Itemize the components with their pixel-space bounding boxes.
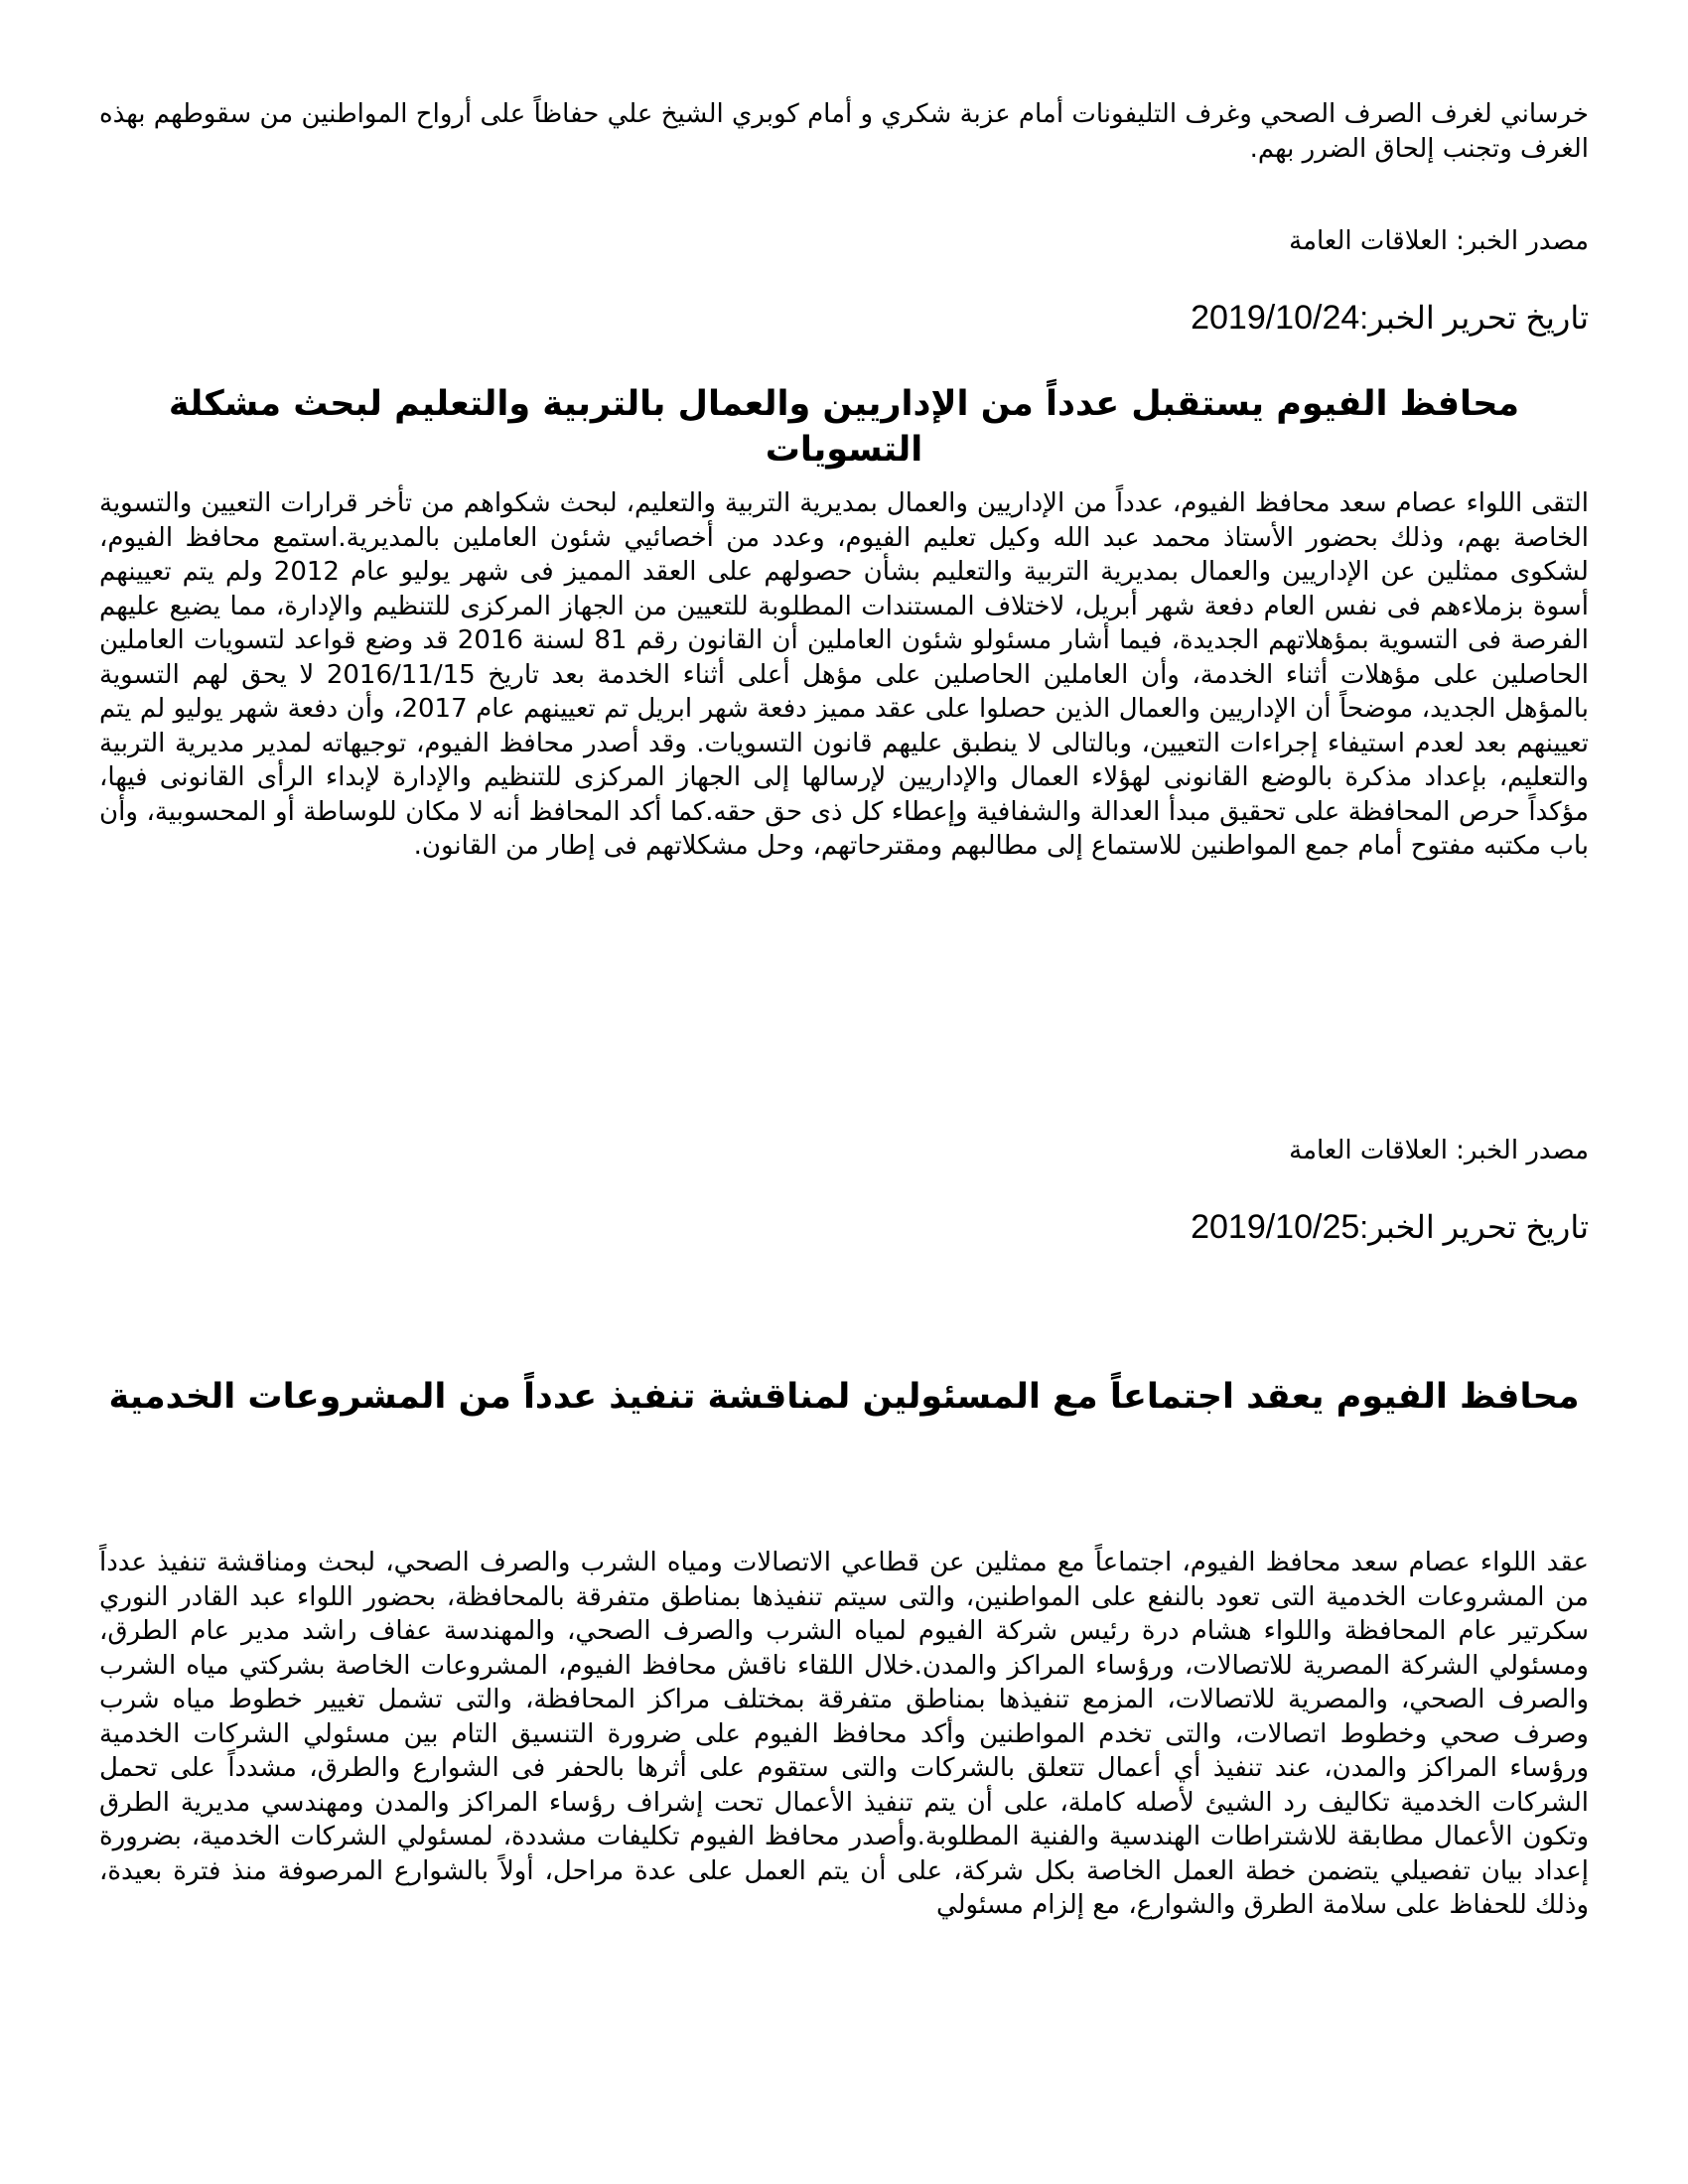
article-body: عقد اللواء عصام سعد محافظ الفيوم، اجتماعاً مع ممثلين عن قطاعي الاتصالات ومياه الشرب والصرف الصحي، لبحث ومناقشة تنفيذ عدداً من المشروعات الخدمية التى تعود بالنفع على المواطنين، والتى سيتم تنفيذها بمناطق متفرقة بالمحافظة، بحضور اللواء عبد القادر النوري سكرتير عام المحافظة واللواء هشام درة رئيس شركة الفيوم لمياه الشرب والصرف الصحي، والمهندسة عفاف راشد مدير عام الطرق، ومسئولي الشركة المصرية للاتصالات، ورؤساء المراكز والمدن.خلال اللقاء ناقش محافظ الفيوم، المشروعات الخاصة بشركتي مياه الشرب والصرف الصحي، والمصرية للاتصالات، المزمع تنفيذها بمناطق متفرقة بمختلف مراكز المحافظة، والتى تشمل تغيير خطوط مياه شرب وصرف صحي وخطوط اتصالات، والتى تخدم المواطنين وأكد محافظ الفيوم على ضرورة التنسيق التام بين مسئولي الشركات الخدمية ورؤساء المراكز والمدن، عند تنفيذ أي أعمال تتعلق بالشركات والتى ستقوم على أثرها بالحفر فى الشوارع والطرق، مشدداً على تحمل الشركات الخدمية تكاليف رد الشيئ لأصله كاملة، على أن يتم تنفيذ الأعمال تحت إشراف رؤساء المراكز والمدن ومهندسي مديرية الطرق وتكون الأعمال مطابقة للاشتراطات الهندسية والفنية المطلوبة.وأصدر محافظ الفيوم تكليفات مشددة، لمسئولي الشركات الخدمية، بضرورة إعداد بيان تفصيلي يتضمن خطة العمل الخاصة بكل شركة، على أن يتم العمل على عدة مراحل، أولاً بالشوارع المرصوفة منذ فترة بعيدة، وذلك للحفاظ على سلامة الطرق والشوارع، مع إلزام مسئولي <box>99 1548 1589 1920</box>
news-date-label: تاريخ تحرير الخبر: <box>1359 1209 1589 1245</box>
article-tail-paragraph: خرساني لغرف الصرف الصحي وغرف التليفونات أمام عزبة شكري و أمام كوبري الشيخ علي حفاظاً على أرواح المواطنين من سقوطهم بهذه الغرف وتجنب إلحاق الضرر بهم. <box>99 99 1589 164</box>
news-date-line <box>99 1207 1589 1247</box>
news-source-line: مصدر الخبر: العلاقات العامة <box>1289 226 1589 256</box>
news-date-value: 2019/10/24 <box>1191 299 1360 337</box>
news-date-value: 2019/10/25 <box>1191 1208 1360 1246</box>
article-headline: محافظ الفيوم يعقد اجتماعاً مع المسئولين لمناقشة تنفيذ عدداً من المشروعات الخدمية <box>108 1377 1580 1417</box>
article-headline: محافظ الفيوم يستقبل عدداً من الإداريين والعمال بالتربية والتعليم لبحث مشكلة التسويات <box>168 384 1520 470</box>
news-date-line <box>99 298 1589 338</box>
news-date-label: تاريخ تحرير الخبر: <box>1359 300 1589 336</box>
news-source-line: مصدر الخبر: العلاقات العامة <box>1289 1136 1589 1165</box>
article-body: التقى اللواء عصام سعد محافظ الفيوم، عدداً من الإداريين والعمال بمديرية التربية والتعليم، لبحث شكواهم من تأخر قرارات التعيين والتسوية الخاصة بهم، وذلك بحضور الأستاذ محمد عبد الله وكيل تعليم الفيوم، وعدد من أخصائيي شئون العاملين بالمديرية.استمع محافظ الفيوم، لشكوى ممثلين عن الإداريين والعمال بمديرية التربية والتعليم بشأن حصولهم على العقد المميز فى شهر يوليو عام 2012 ولم يتم تعيينهم أسوة بزملاءهم فى نفس العام دفعة شهر أبريل، لاختلاف المستندات المطلوبة للتعيين من الجهاز المركزى للتنظيم والإدارة، مما يضيع عليهم الفرصة فى التسوية بمؤهلاتهم الجديدة، فيما أشار مسئولو شئون العاملين أن القانون رقم 81 لسنة 2016 قد وضع قواعد لتسويات العاملين الحاصلين على مؤهلات أثناء الخدمة، وأن العاملين الحاصلين على مؤهل أعلى أثناء الخدمة بعد تاريخ 2016/11/15 لا يحق لهم التسوية بالمؤهل الجديد، موضحاً أن الإداريين والعمال الذين حصلوا على عقد مميز دفعة شهر ابريل تم تعيينهم عام 2017، وأن دفعة شهر يوليو لم يتم تعيينهم بعد لعدم استيفاء إجراءات التعيين، وبالتالى لا ينطبق عليهم قانون التسويات. وقد أصدر محافظ الفيوم، توجيهاته لمدير مديرية التربية والتعليم، بإعداد مذكرة بالوضع القانونى لهؤلاء العمال والإداريين لإرسالها إلى الجهاز المركزى للتنظيم والإدارة لإبداء الرأى القانونى فيها، مؤكداً حرص المحافظة على تحقيق مبدأ العدالة والشفافية وإعطاء كل ذى حق حقه.كما أكد المحافظ أنه لا مكان للوساطة أو المحسوبية، وأن باب مكتبه مفتوح أمام جمع المواطنين للاستماع إلى مطالبهم ومقترحاتهم، وحل مشكلاتهم فى إطار من القانون. <box>99 488 1590 861</box>
